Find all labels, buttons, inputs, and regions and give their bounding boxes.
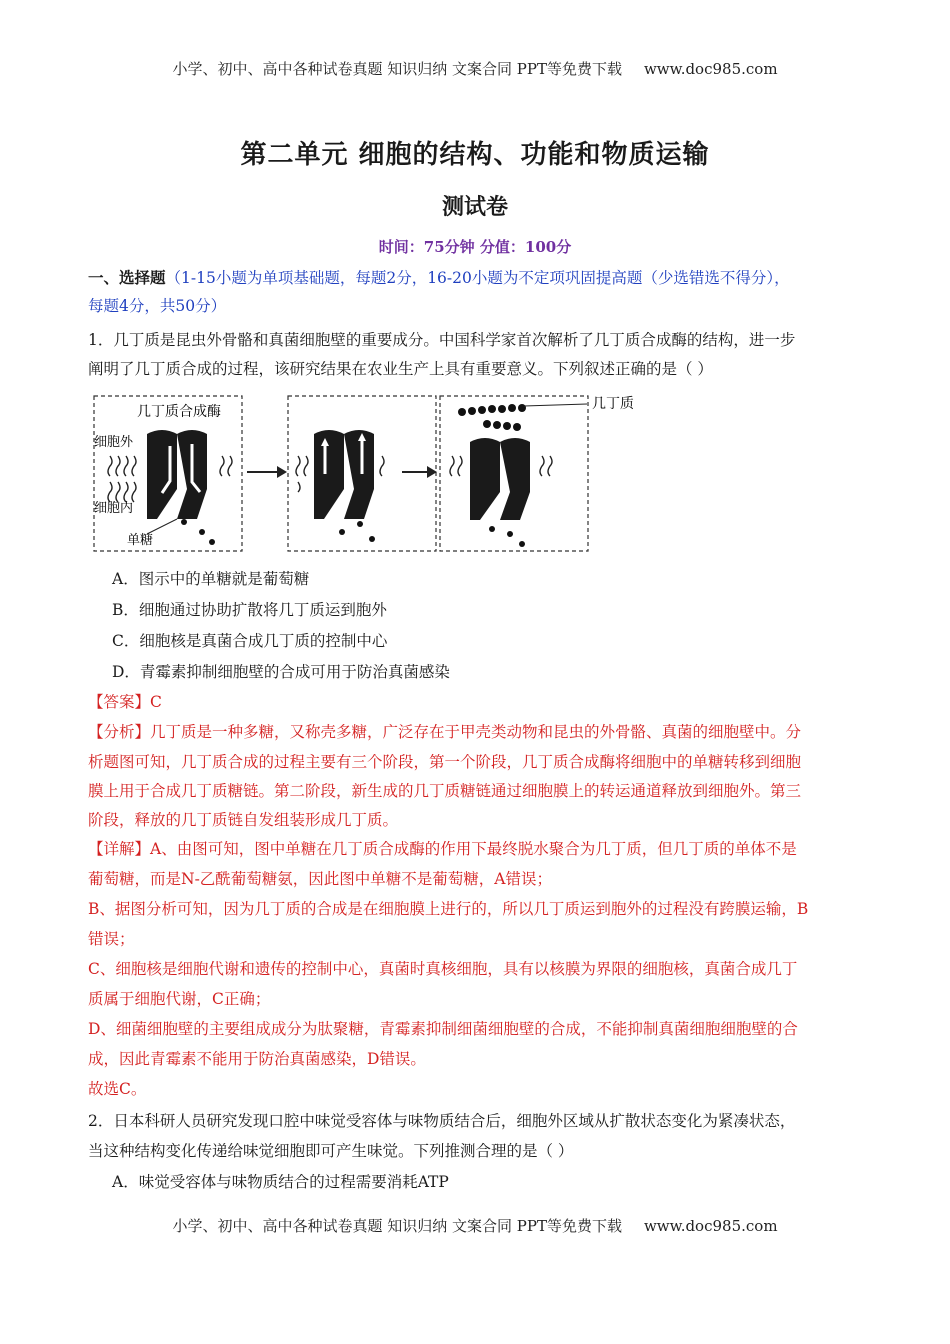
label-enzyme: 几丁质合成酶 [137,404,221,420]
membrane-lipids-3 [450,456,552,476]
page-header [0,58,950,79]
sugar-dots-2 [339,521,375,542]
q2-stem-1: 2．日本科研人员研究发现口腔中味觉受容体与味物质结合后，细胞外区域从扩散状态变化为紧凑状态， [88,1112,796,1130]
arrow-2 [402,466,437,478]
chitin-pointer [524,404,587,406]
sugar-pointer [147,519,177,534]
q1-analysis-4: 阶段，释放的几丁质链自发组装形成几丁质。 [88,811,399,829]
answer-label: 【答案】 [88,693,151,711]
chitin-chain [458,404,526,431]
label-sugar: 单糖 [127,533,154,548]
q1-detail-8: 成，因此青霉素不能用于防治真菌感染，D错误。 [88,1050,426,1068]
detail-label: 【详解】 [88,840,151,858]
q1-detail-1 [88,839,878,859]
q1-option-c[interactable]: C．细胞核是真菌合成几丁质的控制中心 [112,632,388,650]
q1-detail-3: B、据图分析可知，因为几丁质的合成是在细胞膜上进行的，所以几丁质运到胞外的过程没有跨膜运输，B [88,900,809,918]
sugar-dots-3 [489,526,525,547]
chitin-synthesis-figure [92,394,642,554]
section-note-2: 每题4分，共50分） [88,297,227,315]
enzyme-channel-3 [470,438,530,520]
label-inside: 细胞内 [94,501,134,516]
section-note-1: （1-15小题为单项基础题，每题2分，16-20小题为不定项巩固提高题（少选错选不得分）， [165,269,790,287]
detail-text-1: A、由图可知，图中单糖在几丁质合成酶的作用下最终脱水聚合为几丁质，但几丁质的单体不是 [150,840,797,858]
arrow-1 [247,466,287,478]
enzyme-channel-1 [147,430,207,519]
q1-detail-7: D、细菌细胞壁的主要组成成分为肽聚糖，青霉素抑制细菌细胞壁的合成，不能抑制真菌细胞细胞壁的合 [88,1020,798,1038]
q1-answer [88,692,878,712]
page-subtitle: 测试卷 [441,195,508,220]
q1-detail-2: 葡萄糖，而是N-乙酰葡萄糖氨，因此图中单糖不是葡萄糖，A错误； [88,870,552,888]
q1-option-a[interactable]: A．图示中的单糖就是葡萄糖 [112,570,310,588]
label-chitin: 几丁质 [592,396,634,412]
page-footer [0,1215,950,1236]
section-label: 一、选择题 [88,268,166,287]
q1-analysis-3: 膜上用于合成几丁质糖链。第二阶段，新生成的几丁质糖链通过细胞膜上的转运通道释放到细胞外。第三 [88,782,802,800]
q1-stem-2: 阐明了几丁质合成的过程，该研究结果在农业生产上具有重要意义。下列叙述正确的是（ ） [88,360,713,378]
q1-analysis-2: 析题图可知，几丁质合成的过程主要有三个阶段，第一个阶段，几丁质合成酶将细胞中的单糖转移到细胞 [88,753,802,771]
footer-site[interactable]: www.doc985.com [643,1217,778,1235]
exam-meta: 时间：75分钟 分值：100分 [378,238,572,256]
q1-conclusion: 故选C。 [88,1080,147,1098]
q1-analysis-1 [88,722,878,742]
analysis-text-1: 几丁质是一种多糖，又称壳多糖，广泛存在于甲壳类动物和昆虫的外骨骼、真菌的细胞壁中。分 [150,723,802,741]
section-heading [88,268,878,288]
answer-value: C [150,693,162,711]
label-outside: 细胞外 [94,435,134,450]
q1-option-b[interactable]: B．细胞通过协助扩散将几丁质运到胞外 [112,601,387,619]
header-site[interactable]: www.doc985.com [643,60,778,78]
sugar-dots-1 [181,519,215,545]
q1-detail-5: C、细胞核是细胞代谢和遗传的控制中心，真菌时真核细胞，具有以核膜为界限的细胞核，真菌合成几丁 [88,960,798,978]
page-title: 第二单元 细胞的结构、功能和物质运输 [240,140,710,170]
q2-option-a[interactable]: A．味觉受容体与味物质结合的过程需要消耗ATP [112,1173,449,1191]
enzyme-channel-2 [314,430,374,519]
header-text: 小学、初中、高中各种试卷真题 知识归纳 文案合同 PPT等免费下载 [172,60,622,78]
q1-stem-1: 1．几丁质是昆虫外骨骼和真菌细胞壁的重要成分。中国科学家首次解析了几丁质合成酶的结构，进一步 [88,331,796,349]
q1-option-d[interactable]: D．青霉素抑制细胞壁的合成可用于防治真菌感染 [112,663,450,681]
analysis-label: 【分析】 [88,723,151,741]
q1-detail-4: 错误； [88,930,135,948]
q1-detail-6: 质属于细胞代谢，C正确； [88,990,271,1008]
footer-text: 小学、初中、高中各种试卷真题 知识归纳 文案合同 PPT等免费下载 [172,1217,622,1235]
q2-stem-2: 当这种结构变化传递给味觉细胞即可产生味觉。下列推测合理的是（ ） [88,1142,574,1160]
